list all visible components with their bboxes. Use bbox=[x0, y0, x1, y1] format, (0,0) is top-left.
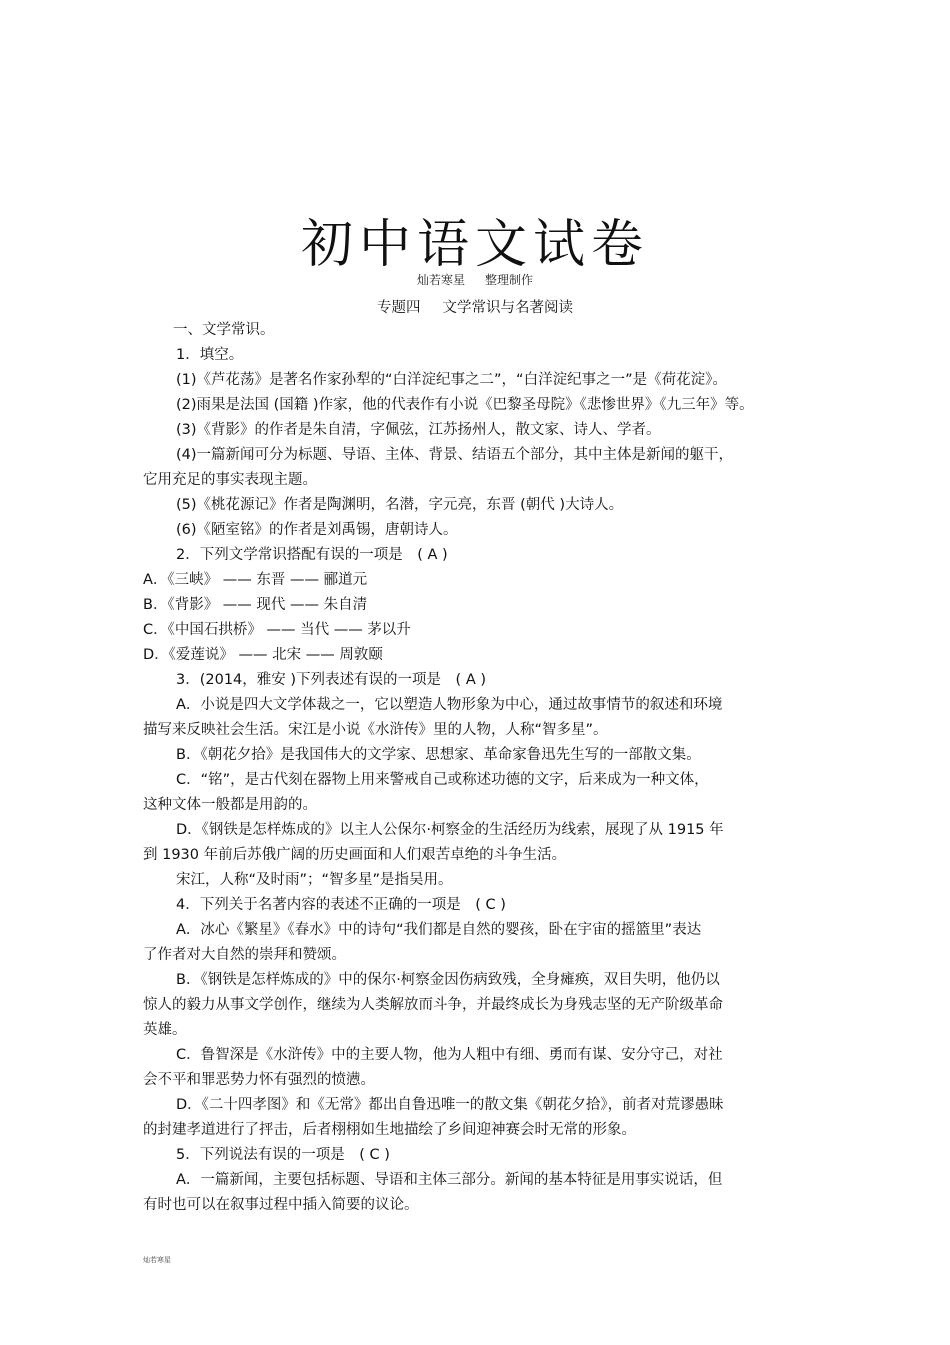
question-4-line: 英雄。 bbox=[143, 1022, 187, 1038]
question-3-line: A．小说是四大文学体裁之一，它以塑造人物形象为中心，通过故事情节的叙述和环境 bbox=[176, 697, 723, 713]
question-2-option-a: A．《三峡》 —— 东晋 —— 郦道元 bbox=[143, 572, 368, 588]
question-1-item-2: (2)雨果是法国 (国籍 )作家，他的代表作有小说《巴黎圣母院》《悲惨世界》《九三年》等。 bbox=[176, 397, 754, 413]
question-4-line: 的封建孝道进行了抨击，后者栩栩如生地描绘了乡间迎神赛会时无常的形象。 bbox=[143, 1122, 636, 1138]
author-line bbox=[0, 271, 950, 288]
question-3-line: C．“铭”，是古代刻在器物上用来警戒自己或称述功德的文字，后来成为一种文体， bbox=[176, 772, 709, 788]
question-3-line: D．《钢铁是怎样炼成的》以主人公保尔·柯察金的生活经历为线索，展现了从 1915 年 bbox=[176, 822, 724, 838]
question-4-stem: 4．下列关于名著内容的表述不正确的一项是 ( C ) bbox=[176, 897, 506, 913]
question-3-stem: 3．(2014，雅安 )下列表述有误的一项是 ( A ) bbox=[176, 672, 486, 688]
question-1-stem: 1．填空。 bbox=[176, 347, 244, 363]
question-3-line: 描写来反映社会生活。宋江是小说《水浒传》里的人物，人称“智多星”。 bbox=[143, 722, 608, 738]
question-3-line: B．《朝花夕拾》是我国伟大的文学家、思想家、革命家鲁迅先生写的一部散文集。 bbox=[176, 747, 701, 763]
question-5-line: A．一篇新闻，主要包括标题、导语和主体三部分。新闻的基本特征是用事实说话，但 bbox=[176, 1172, 723, 1188]
topic-number: 专题四 bbox=[377, 300, 421, 316]
question-4-line: 了作者对大自然的崇拜和赞颂。 bbox=[143, 947, 346, 963]
question-5-line: 有时也可以在叙事过程中插入简要的议论。 bbox=[143, 1197, 419, 1213]
question-4-line: 惊人的毅力从事文学创作，继续为人类解放而斗争，并最终成长为身残志坚的无产阶级革命 bbox=[143, 997, 723, 1013]
question-2-option-c: C．《中国石拱桥》 —— 当代 —— 茅以升 bbox=[143, 622, 411, 638]
question-3-line: 到 1930 年前后苏俄广阔的历史画面和人们艰苦卓绝的斗争生活。 bbox=[143, 847, 567, 863]
question-2-stem: 2．下列文学常识搭配有误的一项是 ( A ) bbox=[176, 547, 448, 563]
question-1-item-3: (3)《背影》的作者是朱自清，字佩弦，江苏扬州人，散文家、诗人、学者。 bbox=[176, 422, 661, 438]
question-2-option-d: D．《爱莲说》 —— 北宋 —— 周敦颐 bbox=[143, 647, 383, 663]
section-heading: 一、文学常识。 bbox=[173, 322, 275, 338]
topic-heading bbox=[0, 296, 950, 317]
question-5-stem: 5．下列说法有误的一项是 ( C ) bbox=[176, 1147, 390, 1163]
question-3-line: 这种文体一般都是用韵的。 bbox=[143, 797, 317, 813]
question-1-item-5: (5)《桃花源记》作者是陶渊明，名潜，字元亮，东晋 (朝代 )大诗人。 bbox=[176, 497, 624, 513]
footer-text: 灿若寒星 bbox=[143, 1256, 171, 1264]
topic-name: 文学常识与名著阅读 bbox=[442, 300, 573, 316]
question-1-item-6: (6)《陋室铭》的作者是刘禹锡，唐朝诗人。 bbox=[176, 522, 458, 538]
author-role: 整理制作 bbox=[485, 273, 534, 287]
question-1-item-1: (1)《芦花荡》是著名作家孙犁的“白洋淀纪事之二”，“白洋淀纪事之一”是《荷花淀》。 bbox=[176, 372, 727, 388]
question-4-line: B．《钢铁是怎样炼成的》中的保尔·柯察金因伤病致残，全身瘫痪，双目失明，他仍以 bbox=[176, 972, 720, 988]
question-4-line: C．鲁智深是《水浒传》中的主要人物，他为人粗中有细、勇而有谋、安分守己，对社 bbox=[176, 1047, 723, 1063]
question-3-explanation: 宋江，人称“及时雨”；“智多星”是指吴用。 bbox=[176, 872, 453, 888]
question-4-line: D．《二十四孝图》和《无常》都出自鲁迅唯一的散文集《朝花夕拾》，前者对荒谬愚昧 bbox=[176, 1097, 724, 1113]
question-1-item-4-cont: 它用充足的事实表现主题。 bbox=[143, 472, 317, 488]
question-4-line: A．冰心《繁星》《春水》中的诗句“我们都是自然的婴孩，卧在宇宙的摇篮里”表达 bbox=[176, 922, 702, 938]
page-title: 初中语文试卷 bbox=[300, 215, 649, 275]
question-1-item-4: (4)一篇新闻可分为标题、导语、主体、背景、结语五个部分，其中主体是新闻的躯干， bbox=[176, 447, 734, 463]
question-4-line: 会不平和罪恶势力怀有强烈的愤懑。 bbox=[143, 1072, 375, 1088]
author-name: 灿若寒星 bbox=[416, 273, 465, 287]
question-2-option-b: B．《背影》 —— 现代 —— 朱自清 bbox=[143, 597, 368, 613]
document-body bbox=[143, 318, 808, 1218]
